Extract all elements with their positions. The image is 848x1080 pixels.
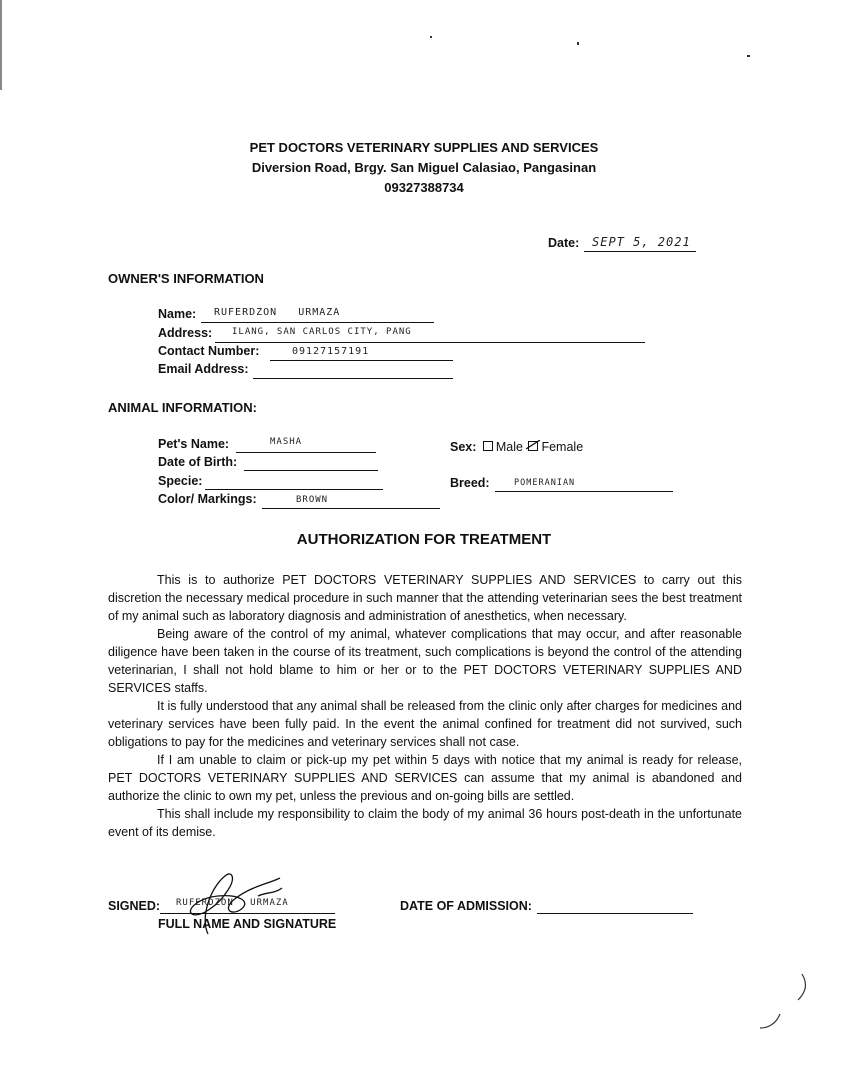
owner-name-value[interactable]: RUFERDZON URMAZA: [214, 307, 341, 318]
authorization-title: AUTHORIZATION FOR TREATMENT: [296, 531, 552, 548]
specie-label: Specie:: [158, 474, 203, 488]
breed-line: [495, 491, 673, 492]
owner-name-label: Name:: [158, 307, 197, 321]
authorization-paragraph: This shall include my responsibility to claim the body of my animal 36 hours post-death in the unfortunate event of its demise.: [108, 807, 742, 839]
owner-address-label: Address:: [158, 326, 213, 340]
date-line: [584, 251, 696, 252]
color-value[interactable]: BROWN: [296, 495, 329, 505]
owner-contact-value[interactable]: 09127157191: [292, 346, 370, 357]
specie-line: [205, 489, 383, 490]
sex-label: Sex:: [450, 440, 477, 454]
owner-contact-line: [270, 360, 453, 361]
authorization-paragraph: This is to authorize PET DOCTORS VETERINARY SUPPLIES AND SERVICES to carry out this discretion the necessary medical procedure in such manner that the attending veterinarian sees the best treatment of my animal such as laboratory diagnosis and administration of anesthetics, when necessary.: [108, 573, 742, 623]
animal-heading: ANIMAL INFORMATION:: [108, 400, 257, 415]
scan-mark: [430, 36, 432, 38]
male-label: Male: [495, 440, 523, 454]
scan-mark: [758, 970, 818, 1040]
authorization-body: [108, 571, 742, 841]
signed-name[interactable]: RUFERDZON URMAZA: [176, 898, 289, 908]
female-checkbox[interactable]: [528, 441, 538, 451]
dob-label: Date of Birth:: [158, 455, 238, 469]
scan-mark: [577, 42, 579, 45]
business-phone: 09327388734: [384, 180, 464, 195]
date-label: Date:: [548, 236, 580, 250]
authorization-paragraph: If I am unable to claim or pick-up my pet within 5 days with notice that my animal is ready for release, PET DOCTORS VETERINARY SUPPLIES AND SERVICES can assume that my animal is abandoned and authorize the clinic to own my pet, unless the previous and on-going bills are settled.: [108, 753, 742, 803]
signature-caption: FULL NAME AND SIGNATURE: [158, 917, 337, 931]
scan-mark: [747, 55, 750, 57]
date-value[interactable]: SEPT 5, 2021: [592, 235, 691, 249]
pet-name-value[interactable]: MASHA: [270, 437, 303, 447]
business-address: Diversion Road, Brgy. San Miguel Calasiao, Pangasinan: [251, 160, 597, 175]
breed-value[interactable]: POMERANIAN: [514, 478, 576, 488]
color-line: [262, 508, 440, 509]
male-checkbox[interactable]: [483, 441, 493, 451]
business-name: PET DOCTORS VETERINARY SUPPLIES AND SERVICES: [249, 140, 599, 155]
signed-label: SIGNED:: [108, 899, 161, 913]
dob-line: [244, 470, 378, 471]
check-mark-icon: [526, 440, 540, 450]
owner-email-line: [253, 378, 453, 379]
sex-field: [450, 440, 583, 454]
owner-heading: OWNER'S INFORMATION: [108, 271, 264, 286]
owner-address-line: [215, 342, 645, 343]
admission-line: [537, 913, 693, 914]
color-label: Color/ Markings:: [158, 492, 257, 506]
owner-email-label: Email Address:: [158, 362, 249, 376]
pet-name-label: Pet's Name:: [158, 437, 230, 451]
pet-name-line: [236, 452, 376, 453]
authorization-paragraph: It is fully understood that any animal shall be released from the clinic only after charges for medicines and veterinary services have been fully paid. In the event the animal confined for treatment did not survived, such obligations to pay for the medicines and veterinary services shall not case.: [108, 699, 742, 749]
owner-name-line: [201, 322, 434, 323]
female-label: Female: [541, 440, 584, 454]
admission-label: DATE OF ADMISSION:: [400, 899, 532, 913]
authorization-paragraph: Being aware of the control of my animal, whatever complications that may occur, and after reasonable diligence have been taken in the course of its treatment, such complications is beyond the control of the attending veterinarian, I shall not hold blame to him or her or to the PET DOCTORS VETERINARY SUPPLIES AND SERVICES staffs.: [108, 627, 742, 695]
owner-contact-label: Contact Number:: [158, 344, 260, 358]
owner-address-value[interactable]: ILANG, SAN CARLOS CITY, PANG: [232, 327, 412, 337]
scan-mark: [0, 0, 2, 90]
breed-label: Breed:: [450, 476, 490, 490]
